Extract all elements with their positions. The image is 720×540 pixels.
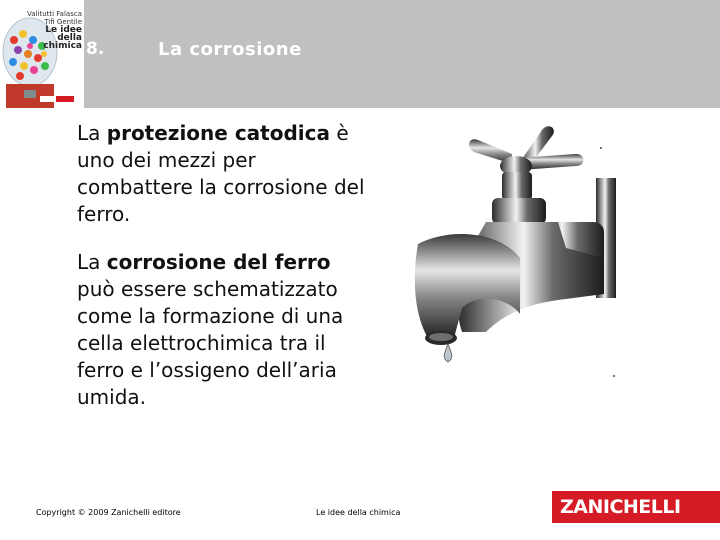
image-speck	[613, 375, 615, 377]
faucet-icon	[408, 118, 616, 380]
paragraph-iron-corrosion	[77, 249, 367, 411]
section-number: 8.	[86, 39, 105, 59]
paragraph-2-pre: La	[77, 250, 107, 274]
book-cover-title	[22, 10, 82, 50]
footer-book-title: Le idee della chimica	[316, 508, 401, 517]
paragraph-cathodic-protection	[77, 120, 367, 228]
publisher-logo: ZANICHELLI	[552, 491, 720, 523]
paragraph-2-bold: corrosione del ferro	[106, 250, 331, 274]
book-cover-thumbnail	[0, 0, 84, 108]
paragraph-2-post: può essere schematizzato come la formazione di una cella elettrochimica tra il ferro e l’ossigeno dell’aria umida.	[77, 277, 344, 409]
paragraph-1-pre: La	[77, 121, 107, 145]
page-title: La corrosione	[158, 39, 302, 60]
footer-copyright: Copyright © 2009 Zanichelli editore	[36, 508, 181, 517]
book-cover-authors: Valitutti Falasca Tifi Gentile	[27, 10, 82, 26]
book-cover-book-title: Le idee della chimica	[43, 25, 82, 51]
paragraph-1-bold: protezione catodica	[106, 121, 330, 145]
image-speck	[600, 147, 602, 149]
paragraph-1-post: è uno dei mezzi per combattere la corrosione del ferro.	[77, 121, 365, 226]
slide-header	[0, 0, 720, 108]
